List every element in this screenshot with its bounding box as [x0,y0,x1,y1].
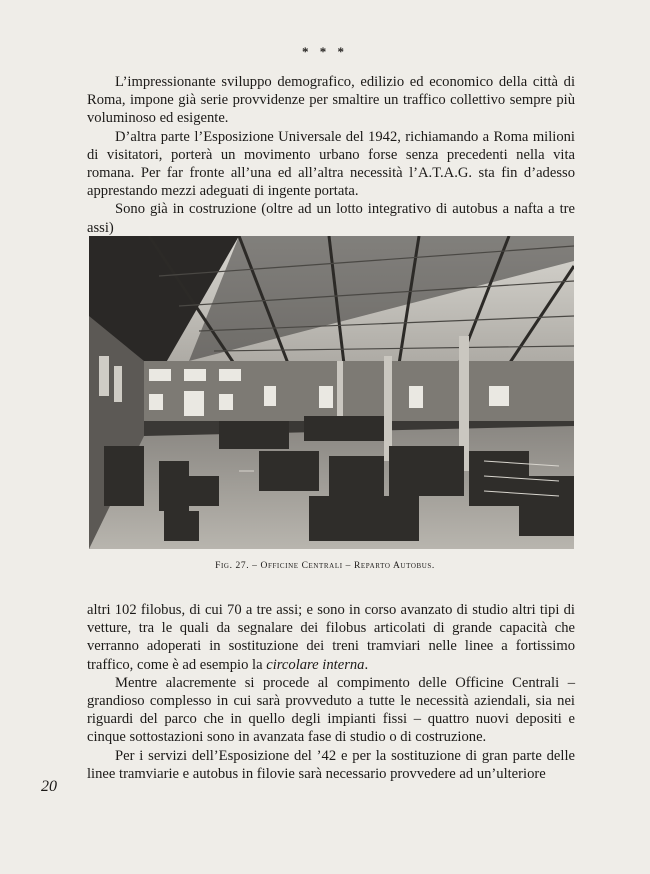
paragraph: Per i servizi dell’Esposizione del ’42 e per la sostituzione di gran parte delle linee tramviarie e autobus in filovie sarà necessario provvedere ad un’ulteriore [87,747,575,782]
body-text-bottom [87,601,575,783]
paragraph-text-end: . [364,656,369,673]
emphasis-text: circolare interna [266,656,365,673]
page-number: 20 [41,778,57,795]
body-text-top [87,73,575,237]
paragraph [87,601,575,674]
figure-caption: Fig. 27. – Officine Centrali – Reparto Autobus. [215,561,435,571]
section-ornament: * * * [302,44,348,59]
paragraph-text: altri 102 filobus, di cui 70 a tre assi; e sono in corso avanzato di studio altri tipi di vetture, tra le quali da segnalare dei filobus articolati di grande capacità che verranno adoperati in sostituzione dei treni tramviari nelle linee a fortissimo traffico, come è ad esempio la [87,602,575,673]
paragraph: Mentre alacremente si procede al compimento delle Officine Centrali – grandioso complesso in cui sarà provveduto a tutte le necessità aziendali, sia nei riguardi del parco che in quello degli impianti fissi – quattro nuovi depositi e cinque sottostazioni sono in avanzata fase di studio o di costruzione. [87,674,575,746]
paragraph: Sono già in costruzione (oltre ad un lotto integrativo di autobus a nafta a tre assi) [87,201,575,236]
paragraph: L’impressionante sviluppo demografico, edilizio ed economico della città di Roma, impone già serie provvidenze per smaltire un traffico collettivo sempre più voluminoso ed esigente. [87,74,575,127]
workshop-photo [89,236,574,549]
paragraph: D’altra parte l’Esposizione Universale del 1942, richiamando a Roma milioni di visitatori, porterà un movimento urbano forse senza precedenti nella vita romana. Per far fronte all’una ed all’altra necessità l’A.T.A.G. sta fin d’adesso apprestando mezzi adeguati di ingente portata. [87,128,575,200]
